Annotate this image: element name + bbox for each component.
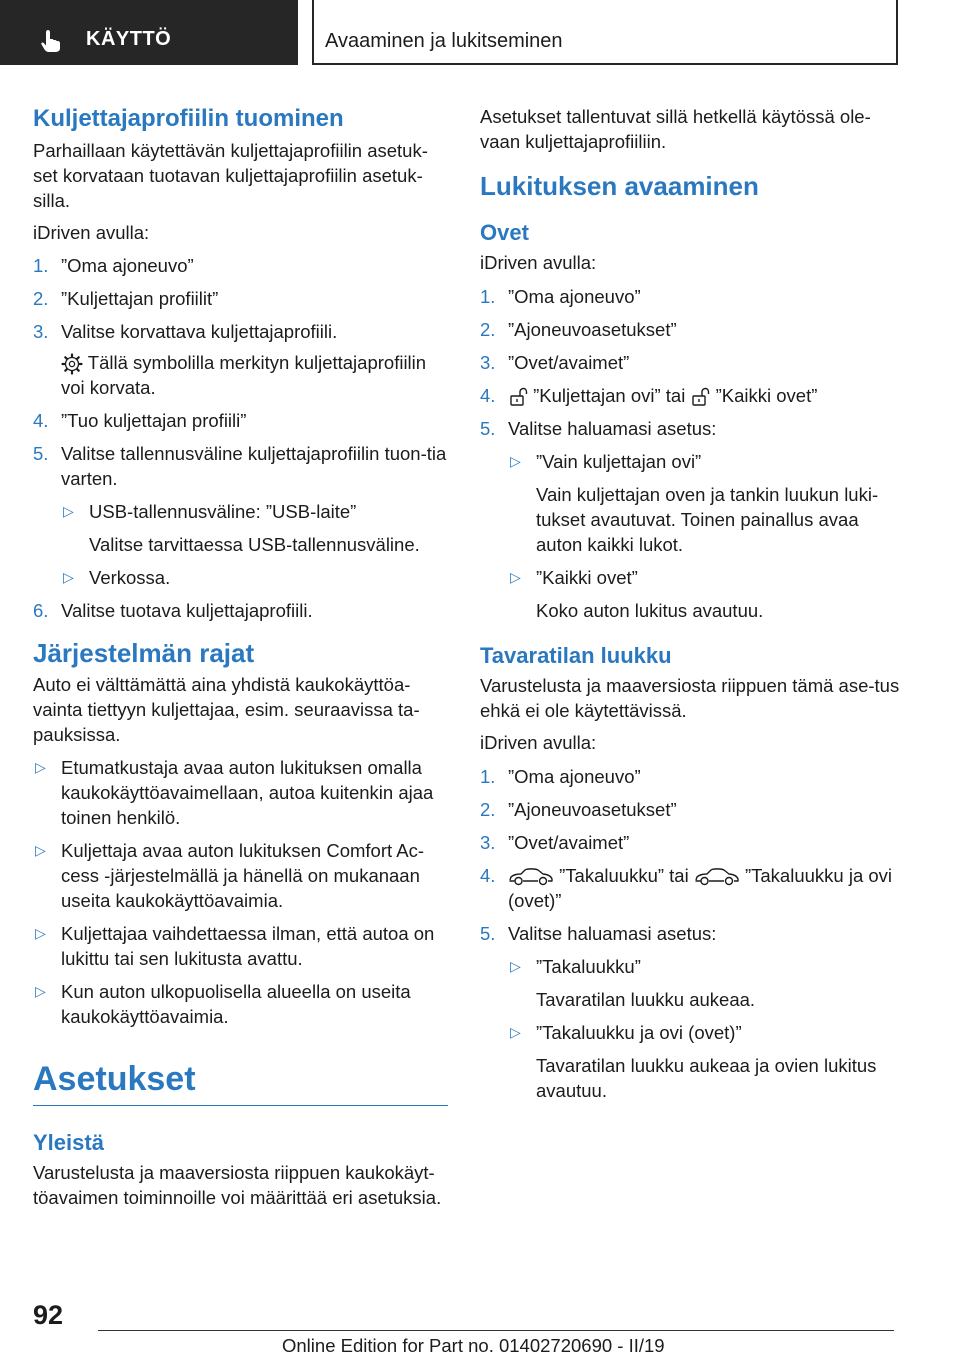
list-item <box>33 408 448 433</box>
step-number: 2. <box>33 288 49 309</box>
para-import: Parhaillaan käytettävän kuljettajaprofiilin asetuk-set korvataan tuotavan kuljettajaprofiilin asetuk-silla. <box>33 140 428 211</box>
step-number: 5. <box>480 923 496 944</box>
para-limits: Auto ei välttämättä aina yhdistä kaukokäyttöa-vainta tiettyyn kuljettajaa, esim. seuraavissa ta-pauksissa. <box>33 674 420 746</box>
bullet-text: Verkossa. <box>89 567 171 589</box>
para-saved: Asetukset tallentuvat sillä hetkellä käytössä ole-vaan kuljettajaprofiiliin. <box>480 106 871 152</box>
step-text: ”Ovet/avaimet” <box>508 832 630 853</box>
heading-general: Yleistä <box>33 1130 104 1156</box>
heading-settings: Asetukset <box>33 1060 196 1099</box>
heading-unlock: Lukituksen avaaminen <box>480 171 759 201</box>
bullet-text: ”Takaluukku ja ovi (ovet)” <box>536 1022 742 1043</box>
step-text: Valitse korvattava kuljettajaprofiili. <box>61 321 338 342</box>
option-note: Vain kuljettajan oven ja tankin luukun luki-tukset avautuvat. Toinen painallus avaa auton kaikki lukot. <box>536 484 879 555</box>
list-item <box>480 764 900 789</box>
step-text: Valitse haluamasi asetus: <box>508 418 717 439</box>
bullet-text: ”Takaluukku” <box>536 956 641 977</box>
gear-icon <box>61 353 83 375</box>
list-item <box>33 755 448 830</box>
step-text: ”Kuljettajan ovi” tai <box>528 385 691 406</box>
list-item <box>480 830 900 855</box>
hand-pointer-icon <box>40 29 62 53</box>
step-text: ”Oma ajoneuvo” <box>508 286 641 307</box>
bullet-triangle-icon: ▷ <box>63 569 74 586</box>
heading-import: Kuljettajaprofiilin tuominen <box>33 105 344 132</box>
list-item <box>480 921 900 946</box>
list-item <box>33 319 448 344</box>
step-text: Valitse haluamasi asetus: <box>508 923 717 944</box>
page-title: Avaaminen ja lukitseminen <box>325 30 563 52</box>
bullet-triangle-icon: ▷ <box>510 958 521 974</box>
gear-note <box>33 350 448 400</box>
bullet-triangle-icon: ▷ <box>35 983 46 1000</box>
option-note: Tavaratilan luukku aukeaa. <box>536 989 756 1010</box>
step-number: 2. <box>480 799 496 820</box>
step-text: ”Kuljettajan profiilit” <box>61 288 219 309</box>
list-item <box>508 1020 900 1045</box>
header-section-label: KÄYTTÖ <box>86 28 172 50</box>
list-item <box>480 416 900 441</box>
step-text: Valitse tallennusväline kuljettajaprofiilin tuon-tia varten. <box>61 443 447 490</box>
step-number: 3. <box>480 352 496 373</box>
page-number: 92 <box>33 1300 64 1330</box>
step-text: ”Takaluukku ja ovi (ovet)” <box>508 865 893 911</box>
step-text: ”Ajoneuvoasetukset” <box>508 319 677 340</box>
step-number: 1. <box>480 766 496 787</box>
step-text: Valitse tuotava kuljettajaprofiili. <box>61 600 313 622</box>
bullet-text: ”Kaikki ovet” <box>536 567 638 588</box>
option-note: Koko auton lukitus avautuu. <box>536 600 764 621</box>
step-number: 1. <box>33 255 49 276</box>
list-item <box>480 863 900 913</box>
bullet-triangle-icon: ▷ <box>510 569 521 585</box>
list-item <box>33 286 448 311</box>
right-column <box>480 100 900 1103</box>
para-general: Varustelusta ja maaversiosta riippuen kaukokäyt-töavaimen toiminnoille voi määrittää eri asetuksia. <box>33 1162 442 1209</box>
para-trunk: Varustelusta ja maaversiosta riippuen tämä ase-tus ehkä ei ole käytettävissä. <box>480 675 900 721</box>
list-item <box>508 954 900 979</box>
step-number: 3. <box>33 321 49 342</box>
bullet-triangle-icon: ▷ <box>63 503 74 520</box>
step-number: 4. <box>480 385 496 406</box>
step-number: 5. <box>33 443 49 465</box>
list-item <box>33 441 448 491</box>
left-column <box>33 100 448 1210</box>
step-text: ”Kaikki ovet” <box>710 385 818 406</box>
bullet-text: Kun auton ulkopuolisella alueella on useita kaukokäyttöavaimia. <box>61 981 411 1028</box>
usb-note: Valitse tarvittaessa USB-tallennusväline. <box>89 534 420 556</box>
list-item <box>61 499 448 524</box>
list-item <box>480 284 900 309</box>
list-item <box>480 383 900 408</box>
heading-rule <box>33 1105 448 1106</box>
bullet-text: Kuljettajaa vaihdettaessa ilman, että autoa on lukittu tai sen lukitusta avattu. <box>61 923 435 970</box>
bullet-triangle-icon: ▷ <box>35 842 46 859</box>
car-rear-icon <box>694 867 740 887</box>
step-text: ”Ovet/avaimet” <box>508 352 630 373</box>
open-lock-icon <box>690 387 710 407</box>
list-item <box>480 317 900 342</box>
list-item <box>33 598 448 623</box>
list-item <box>508 449 900 474</box>
para-idrive: iDriven avulla: <box>480 252 597 273</box>
list-item <box>480 350 900 375</box>
step-number: 2. <box>480 319 496 340</box>
para-idrive: iDriven avulla: <box>33 222 150 243</box>
bullet-text: ”Vain kuljettajan ovi” <box>536 451 702 472</box>
car-rear-icon <box>508 867 554 887</box>
para-idrive: iDriven avulla: <box>480 732 597 753</box>
footer-edition: Online Edition for Part no. 01402720690 - II/19 <box>282 1335 665 1356</box>
bullet-text: USB-tallennusväline: ”USB-laite” <box>89 501 357 523</box>
step-text: ”Ajoneuvoasetukset” <box>508 799 677 820</box>
step-text: ”Tuo kuljettajan profiili” <box>61 410 247 432</box>
list-item <box>33 838 448 913</box>
step-text: ”Takaluukku” tai <box>554 865 694 886</box>
bullet-triangle-icon: ▷ <box>510 1024 521 1040</box>
bullet-text: Etumatkustaja avaa auton lukituksen omalla kaukokäyttöavaimellaan, autoa kuitenkin ajaa toinen henkilö. <box>61 757 434 829</box>
open-lock-icon <box>508 387 528 407</box>
heading-doors: Ovet <box>480 220 529 245</box>
footer-rule <box>98 1330 894 1331</box>
heading-limits: Järjestelmän rajat <box>33 638 255 669</box>
list-item <box>61 565 448 590</box>
gear-note-text: Tällä symbolilla merkityn kuljettajaprofiilin voi korvata. <box>61 352 427 399</box>
list-item <box>33 921 448 971</box>
step-text: ”Oma ajoneuvo” <box>508 766 641 787</box>
bullet-triangle-icon: ▷ <box>510 453 521 469</box>
header-section-tab <box>0 0 298 65</box>
bullet-triangle-icon: ▷ <box>35 925 46 942</box>
bullet-text: Kuljettaja avaa auton lukituksen Comfort Ac-cess -järjestelmällä ja hänellä on mukanaan useita kaukokäyttöavaimia. <box>61 840 424 912</box>
step-number: 4. <box>480 865 496 886</box>
list-item <box>508 565 900 590</box>
step-number: 1. <box>480 286 496 307</box>
list-item <box>33 253 448 278</box>
list-item <box>33 979 448 1029</box>
step-number: 3. <box>480 832 496 853</box>
bullet-triangle-icon: ▷ <box>35 759 46 776</box>
option-note: Tavaratilan luukku aukeaa ja ovien lukitus avautuu. <box>536 1055 877 1101</box>
step-text: ”Oma ajoneuvo” <box>61 255 194 276</box>
step-number: 4. <box>33 410 49 432</box>
list-item <box>480 797 900 822</box>
step-number: 6. <box>33 600 49 622</box>
heading-trunk: Tavaratilan luukku <box>480 643 672 668</box>
step-number: 5. <box>480 418 496 439</box>
